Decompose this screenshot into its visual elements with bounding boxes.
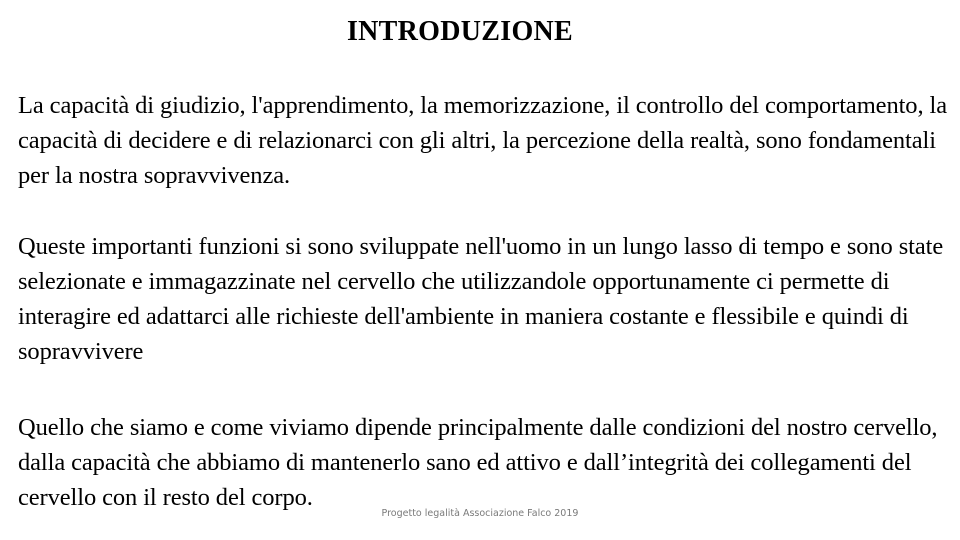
slide-footer: Progetto legalità Associazione Falco 2019 bbox=[381, 508, 579, 519]
paragraph-intro: La capacità di giudizio, l'apprendimento, la memorizzazione, il controllo del comportamento, la capacità di decidere e di relazionarci con gli altri, la percezione della realtà, sono fondamentali per la nostra sopravvivenza. bbox=[18, 92, 947, 189]
paragraph-functions: Queste importanti funzioni si sono sviluppate nell'uomo in un lungo lasso di tempo e sono state selezionate e immagazzinate nel cervello che utilizzandole opportunamente ci permette di interagire ed adattarci alle richieste dell'ambiente in maniera costante e flessibile e quindi di sopravvivere bbox=[18, 233, 944, 365]
slide-title: INTRODUZIONE bbox=[346, 16, 574, 47]
paragraph-brain: Quello che siamo e come viviamo dipende principalmente dalle condizioni del nostro cervello, dalla capacità che abbiamo di mantenerlo sano ed attivo e dall’integrità dei collegamenti del cervello con il resto del corpo. bbox=[18, 414, 938, 511]
